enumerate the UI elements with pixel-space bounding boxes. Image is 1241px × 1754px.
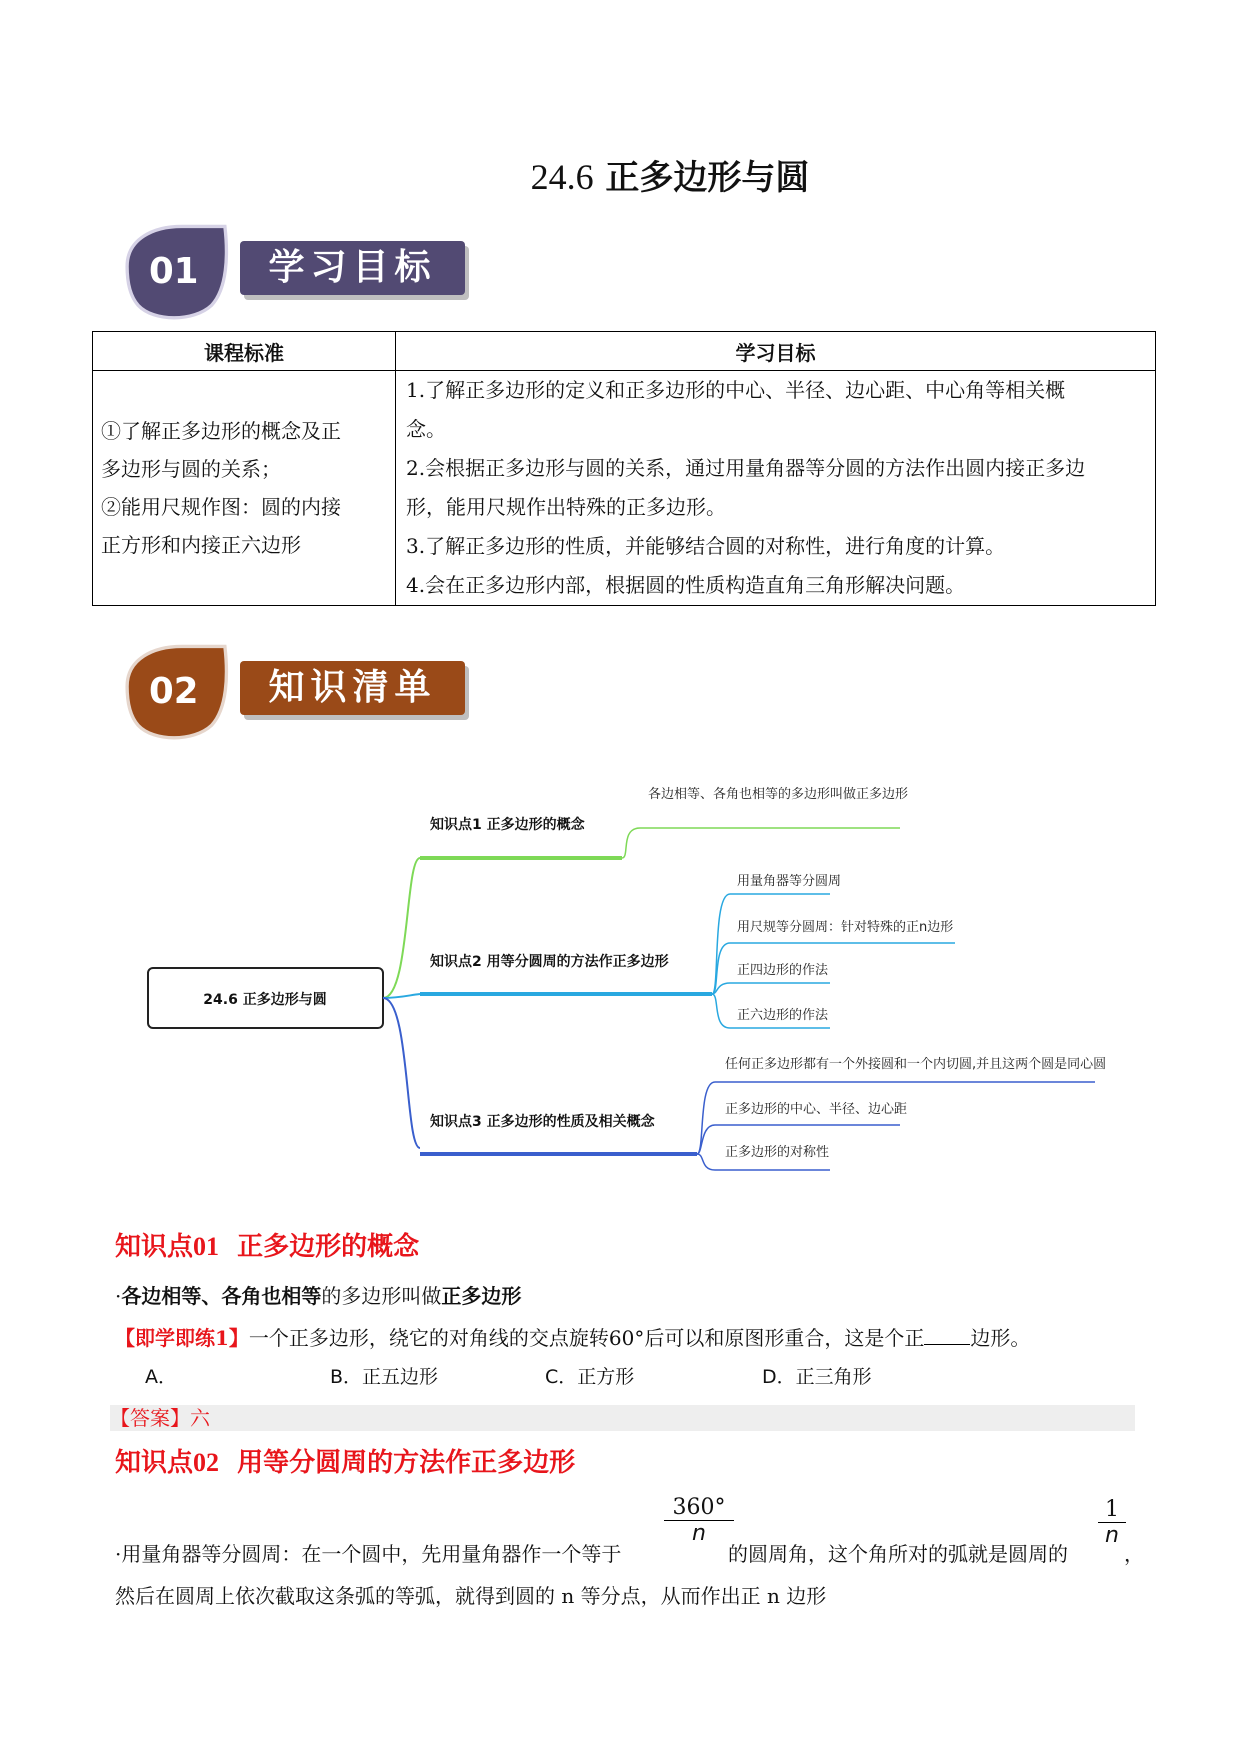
- mindmap-branch-1: 知识点1 正多边形的概念: [430, 817, 585, 833]
- kp2-heading-num: 02: [193, 1448, 220, 1477]
- mindmap-branch-2: 知识点2 用等分圆周的方法作正多边形: [430, 954, 669, 970]
- mindmap-leaf: 正多边形的对称性: [725, 1145, 830, 1160]
- kp1-heading-text: 正多边形的概念: [237, 1232, 420, 1262]
- title-text: 正多边形与圆: [605, 158, 810, 198]
- section-02-banner: 知识清单: [240, 661, 465, 715]
- option-d: D．正三角形: [762, 1366, 872, 1388]
- option-a: A．: [145, 1366, 177, 1388]
- objective-line: 2.会根据正多边形与圆的关系，通过用量角器等分圆的方法作出圆内接正多边: [406, 456, 1086, 480]
- answer-blank: [924, 1324, 970, 1345]
- kp2-line-1c: ，: [1124, 1542, 1144, 1566]
- kp2-line-1b: 的圆周角，这个角所对的弧就是圆周的: [728, 1542, 1068, 1566]
- fraction-numerator: 1: [1098, 1497, 1126, 1523]
- kp2-heading-text: 用等分圆周的方法作正多边形: [237, 1448, 576, 1478]
- exercise-text: 一个正多边形，绕它的对角线的交点旋转60°后可以和原图形重合，这是个正: [248, 1326, 925, 1350]
- mindmap-leaf: 任何正多边形都有一个外接圆和一个内切圆,并且这两个圆是同心圆: [725, 1057, 1107, 1072]
- bullet: ·: [115, 1284, 122, 1308]
- fraction-numerator: 360°: [664, 1495, 734, 1521]
- standard-line: ②能用尺规作图：圆的内接: [101, 495, 341, 519]
- header-standard: 课程标准: [93, 332, 396, 371]
- goals-table: [92, 331, 1156, 606]
- objective-line: 4.会在正多边形内部，根据圆的性质构造直角三角形解决问题。: [406, 573, 966, 597]
- standards-cell: [93, 371, 396, 606]
- section-01-number: 01: [149, 251, 199, 293]
- mindmap-leaf: 各边相等、各角也相等的多边形叫做正多边形: [648, 787, 909, 802]
- objective-line: 3.了解正多边形的性质，并能够结合圆的对称性，进行角度的计算。: [406, 534, 1006, 558]
- mindmap-leaf: 正四边形的作法: [737, 963, 829, 978]
- page-title: [0, 150, 1241, 199]
- kp2-line-2: 然后在圆周上依次截取这条弧的等弧，就得到圆的 n 等分点，从而作出正 n 边形: [115, 1584, 827, 1608]
- fraction-1-n: [1098, 1497, 1126, 1548]
- section-02-number: 02: [149, 671, 199, 713]
- header-objective: 学习目标: [396, 332, 1156, 371]
- def-bold: 各边相等、各角也相等: [121, 1284, 322, 1308]
- mindmap-branch-3: 知识点3 正多边形的性质及相关概念: [430, 1114, 655, 1130]
- mindmap-leaf: 用尺规等分圆周：针对特殊的正n边形: [737, 920, 954, 935]
- objective-line: 1.了解正多边形的定义和正多边形的中心、半径、边心距、中心角等相关概: [406, 378, 1066, 402]
- mind-map: [0, 780, 1241, 1200]
- section-01-badge-icon: [116, 222, 236, 322]
- kp1-heading: [115, 1226, 419, 1263]
- objective-line: 形，能用尺规作出特殊的正多边形。: [406, 495, 726, 519]
- mindmap-leaf: 正多边形的中心、半径、边心距: [725, 1102, 908, 1117]
- kp1-exercise: [115, 1322, 1030, 1351]
- fraction-360-n: [664, 1495, 734, 1546]
- mindmap-root: 24.6 正多边形与圆: [203, 992, 327, 1008]
- exercise-tag: 【即学即练1】: [115, 1326, 249, 1350]
- option-c: C．正方形: [545, 1366, 635, 1388]
- standard-line: 多边形与圆的关系；: [101, 457, 281, 481]
- mindmap-leaf: 用量角器等分圆周: [737, 874, 842, 889]
- objectives-cell: [396, 371, 1156, 606]
- option-b: B．正五边形: [330, 1366, 439, 1388]
- fraction-denominator: n: [692, 1521, 706, 1546]
- kp2-line-1a: ·用量角器等分圆周：在一个圆中，先用量角器作一个等于: [115, 1542, 622, 1566]
- kp1-heading-num: 01: [193, 1232, 220, 1261]
- answer-line: 【答案】六: [110, 1405, 1135, 1431]
- exercise-tail: 边形。: [970, 1326, 1031, 1350]
- kp1-heading-prefix: 知识点: [115, 1232, 194, 1262]
- kp1-definition: [115, 1280, 521, 1309]
- standard-line: ①了解正多边形的概念及正: [101, 419, 341, 443]
- section-02-badge-icon: [116, 642, 236, 742]
- mindmap-leaf: 正六边形的作法: [737, 1008, 829, 1023]
- def-term: 正多边形: [441, 1284, 522, 1308]
- section-01-banner: 学习目标: [240, 241, 465, 295]
- def-mid: 的多边形叫做: [321, 1284, 442, 1308]
- standard-line: 正方形和内接正六边形: [101, 533, 301, 557]
- kp2-heading-prefix: 知识点: [115, 1448, 194, 1478]
- kp2-heading: [115, 1442, 575, 1479]
- fraction-denominator: n: [1105, 1523, 1119, 1548]
- objective-line: 念。: [406, 417, 446, 441]
- title-number: 24.6: [530, 157, 594, 197]
